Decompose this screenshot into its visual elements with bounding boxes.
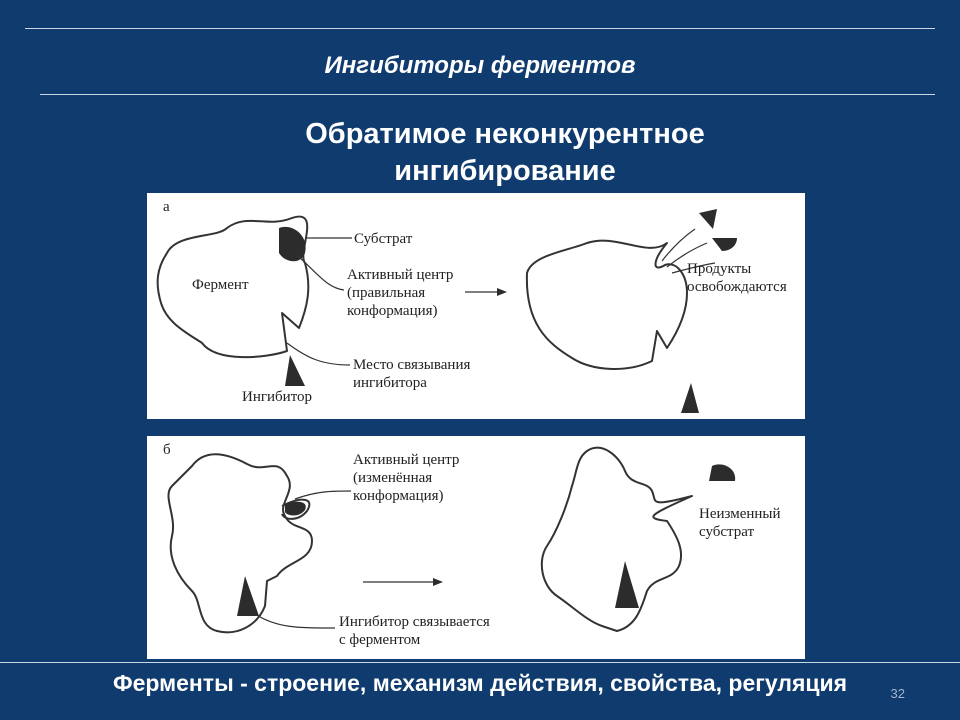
diagram-panel-a <box>147 193 805 419</box>
active-center-b-line-2: (изменённая <box>353 470 433 486</box>
active-center-b-line-3: конформация) <box>353 488 444 504</box>
substrate-label: Субстрат <box>354 231 413 247</box>
active-center-b-line-1: Активный центр <box>353 452 460 468</box>
slide-title-line-2: ингибирование <box>394 155 616 187</box>
panel-b-letter: б <box>163 442 171 458</box>
enzyme-label: Фермент <box>192 277 249 293</box>
inhibitor-label-a: Ингибитор <box>242 389 313 405</box>
inhibitor-binds-line-2: с ферментом <box>339 632 421 648</box>
slide-title-line-1: Обратимое неконкурентное <box>305 118 705 150</box>
diagram-b-svg <box>147 436 805 659</box>
top-divider <box>25 28 935 29</box>
panel-a-letter: а <box>163 199 170 215</box>
footer-divider <box>0 662 960 663</box>
inhibitor-binds-line-1: Ингибитор связывается <box>339 614 490 630</box>
header-title: Ингибиторы ферментов <box>324 52 636 79</box>
inhibitor-shape-b-right <box>615 561 639 608</box>
unchanged-substrate-line-1: Неизменный <box>699 506 781 522</box>
active-center-a-line-1: Активный центр <box>347 267 454 283</box>
footer-text: Ферменты - строение, механизм действия, свойства, регуляция <box>112 670 848 696</box>
binding-site-line-1: Место связывания <box>353 357 471 373</box>
substrate-shape-b <box>709 464 735 481</box>
product-shape-2 <box>712 238 737 251</box>
products-line-2: освобождаются <box>687 279 787 295</box>
slide-title <box>180 116 830 190</box>
inhibitor-shape-a <box>285 355 305 386</box>
products-line-1: Продукты <box>687 261 752 277</box>
active-center-shape-b <box>285 502 306 516</box>
slide-number: 32 <box>890 686 905 701</box>
header-divider <box>40 94 935 95</box>
reaction-arrow-a <box>497 288 507 296</box>
reaction-arrow-b <box>433 578 443 586</box>
inhibitor-shape-a-free <box>681 383 699 413</box>
active-center-a-line-3: конформация) <box>347 303 438 319</box>
diagram-panel-b <box>147 436 805 659</box>
active-center-a-line-2: (правильная <box>347 285 426 301</box>
diagram-a-svg <box>147 193 805 419</box>
unchanged-substrate-line-2: субстрат <box>699 524 755 540</box>
substrate-shape-a <box>279 227 306 261</box>
inhibitor-shape-b-bound <box>237 576 259 616</box>
product-shape-1 <box>699 209 717 229</box>
binding-site-line-2: ингибитора <box>353 375 427 391</box>
